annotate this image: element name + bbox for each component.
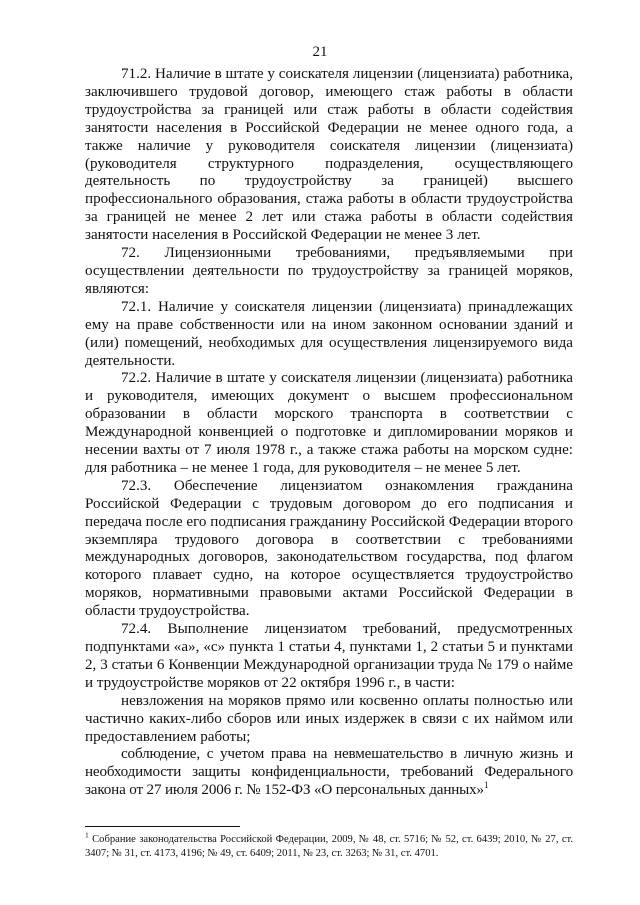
paragraph-no-fees: невзложения на моряков прямо или косвенно оплаты полностью или частично каких-либо сборов или иных издержек в связи с их наймом или предоставлением работы; [85,692,573,745]
footnote-mark: 1 [85,830,89,840]
paragraph-personal-data [85,746,573,800]
footnote-reference: 1 [483,780,489,791]
footnote-text: Собрание законодательства Российской Федерации, 2009, № 48, ст. 5716; № 52, ст. 6439; 2010, № 27, ст. 3407; № 31, ст. 4173, 4196; № 49, ст. 6409; 2011, № 23, ст. 3263; № 31, ст. 4701. [85,834,574,859]
footnote-divider [85,826,240,827]
paragraph-71-2: 71.2. Наличие в штате у соискателя лицензии (лицензиата) работника, заключившего трудовой договор, имеющего стаж работы в области трудоустройства за границей или стаж работы в области содействия занятости населения в Российской Федерации не менее одного года, а также наличие у руководителя соискателя лицензии (лицензиата) (руководителя структурного подразделения, осуществляющего деятельность по трудоустройству за границей) высшего профессионального образования, стажа работы в области трудоустройства за границей не менее 2 лет или стажа работы в области содействия занятости населения в Российской Федерации не менее 3 лет. [85,66,573,244]
footnote [85,830,574,860]
paragraph-72-4: 72.4. Выполнение лицензиатом требований, предусмотренных подпунктами «а», «c» пункта 1 статьи 4, пунктами 1, 2 статьи 5 и пунктами 2, 3 статьи 6 Конвенции Международной организации труда № 179 о найме и трудоустройстве моряков от 22 октября 1996 г., в части: [85,621,573,691]
paragraph-72-2: 72.2. Наличие в штате у соискателя лицензии (лицензиата) работника и руководителя, имеющих документ о высшем профессиональном образовании в области морского транспорта в соответствии с Международной конвенцией о подготовке и дипломировании моряков и несении вахты от 7 июля 1978 г., а также стажа работы на морском судне: для работника – не менее 1 года, для руководителя – не менее 5 лет. [85,370,573,476]
paragraph-72-1: 72.1. Наличие у соискателя лицензии (лицензиата) принадлежащих ему на праве собственности или на ином законном основании зданий и (или) помещений, необходимых для осуществления лицензируемого вида деятельности. [85,298,573,369]
paragraph-72: 72. Лицензионными требованиями, предъявляемыми при осуществлении деятельности по трудоустройству за границей моряков, являются: [85,245,573,297]
paragraph-personal-data-text: соблюдение, с учетом права на невмешательство в личную жизнь и необходимости защиты конфиденциальности, требований Федерального закона от 27 июля 2006 г. № 152-ФЗ «О персональных данных» [85,746,573,799]
page-number: 21 [312,44,328,60]
document-body [85,66,573,800]
paragraph-72-3: 72.3. Обеспечение лицензиатом ознакомления гражданина Российской Федерации с трудовым договором до его подписания и передача после его подписания гражданину Российской Федерации второго экземпляра трудового договора в соответствии с требованиями международных договоров, законодательством государства, под флагом которого плавает судно, на которое осуществляется трудоустройство моряков, нормативными правовыми актами Российской Федерации в области трудоустройства. [85,477,573,620]
